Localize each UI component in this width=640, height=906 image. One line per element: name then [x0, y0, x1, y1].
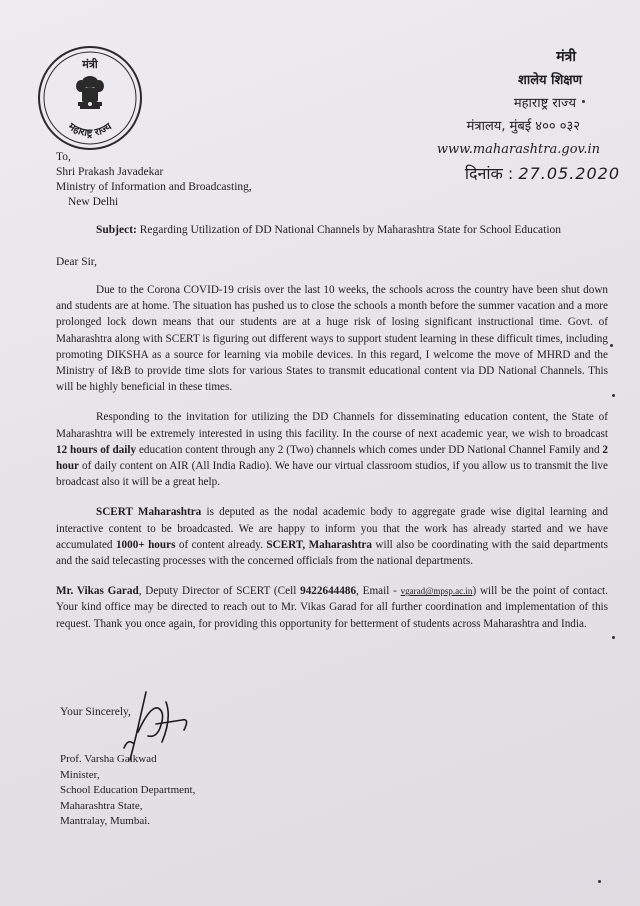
date-value: 27.05.2020 [518, 164, 620, 183]
p2-text-a: Responding to the invitation for utilizing the DD Channels for disseminating education content, the State of Maharashtra will be extremely interested in using this facility. In the course of next academic year, we wish to broadcast [56, 411, 608, 440]
signatory-name: Prof. Varsha Gaikwad [60, 753, 157, 765]
p3-text-f: will also be coordinating with the said departments and the said telecasting processes with the concerned officials from the national departments. [56, 538, 608, 568]
paragraph-1: Due to the Corona COVID-19 crisis over the last 10 weeks, the schools across the country have been shut down and students are at home. The situation has pushed us to close the schools a month before the summer vacation and a more prolonged lock down means that our students are at a huge risk of losing significant instructional time. Govt. of Maharashtra along with SCERT is figuring out different ways to support student learning in these difficult times, including promoting DIKSHA as a source for learning via mobile devices. In this regard, I welcome the move of MHRD and the Ministry of I&B to provide time slots for various States to transmit educational content via DD National Channels. This will be highly beneficial in these times. [56, 284, 608, 394]
subject-text: Regarding Utilization of DD National Channels by Maharashtra State for School Education [139, 224, 562, 236]
p2-daily-hours: 12 hours of daily [56, 443, 137, 456]
p3-text-d: of content already. [175, 538, 267, 551]
recipient-city: New Delhi [68, 196, 119, 208]
margin-mark [582, 100, 585, 103]
margin-mark [610, 344, 613, 347]
margin-mark [612, 394, 615, 397]
letterhead-website: www.maharashtra.gov.in [436, 142, 600, 157]
p3-content-hours: 1000+ hours [115, 538, 176, 551]
date-label: दिनांक : [464, 164, 514, 183]
signatory-title: Minister, [60, 768, 100, 781]
signatory-state: Maharashtra State, [60, 799, 143, 812]
paragraph-4 [56, 583, 608, 632]
salutation: Dear Sir, [56, 256, 98, 268]
letterhead-designation: मंत्री [556, 49, 576, 65]
subject-label: Subject: [96, 224, 137, 236]
letter-body [56, 282, 608, 646]
lion-capital-icon [76, 76, 104, 109]
letterhead-state: महाराष्ट्र राज्य [513, 96, 576, 111]
p3-scert: SCERT Maharashtra [96, 506, 202, 519]
date-line [465, 162, 620, 184]
p4-contact-name: Mr. Vikas Garad [56, 585, 139, 598]
p4-text-d: , Email - [356, 585, 401, 598]
letterhead-department: शालेय शिक्षण [517, 73, 582, 88]
closing: Your Sincerely, [60, 706, 131, 718]
subject-line [96, 224, 616, 236]
p3-text-b: is deputed as the nodal academic body to aggregate grade wise digital learning and interactive content to be broadcasted. We are happy to inform you that the work has already started and we have accumulated [56, 506, 608, 551]
p2-radio-hours: 2 hour [56, 443, 608, 473]
margin-mark [598, 880, 601, 883]
letterhead-address: मंत्रालय, मुंबई ४०० ०३२ [466, 119, 580, 134]
seal-bottom-text: महाराष्ट्र राज्य [66, 121, 114, 140]
seal-top-text: मंत्री [82, 58, 98, 71]
government-seal [36, 44, 144, 152]
p4-cell-number: 9422644486 [300, 585, 357, 598]
p4-text-e: ) will be the point of contact. Your kind office may be directed to reach out to Mr. Vikas Garad for all further coordination and implementation of this request. Thank you once again, for providing this opportunity for betterment of students across Maharashtra and India. [56, 585, 608, 630]
p4-email: vgarad@mpsp.ac.in [400, 586, 473, 597]
signatory-department: School Education Department, [60, 784, 196, 796]
margin-mark [612, 636, 615, 639]
svg-text:महाराष्ट्र राज्य [65, 121, 115, 139]
signatory-address: Mantralay, Mumbai. [60, 815, 151, 827]
letterhead [418, 46, 618, 161]
paragraph-3 [56, 504, 608, 569]
recipient-to: To, [56, 151, 71, 163]
paragraph-2 [56, 409, 608, 490]
p4-text-b: , Deputy Director of SCERT (Cell [138, 585, 301, 598]
p2-text-c: education content through any 2 (Two) channels which comes under DD National Channel Family and [136, 443, 603, 456]
recipient-name: Shri Prakash Javadekar [56, 166, 164, 178]
p3-scert-2: SCERT, Maharashtra [266, 538, 372, 551]
recipient-organization: Ministry of Information and Broadcasting, [56, 181, 252, 193]
recipient-block [56, 150, 252, 210]
p2-text-e: of daily content on AIR (All India Radio). We have our virtual classroom studios, if you allow us to transmit the live broadcast also it will be a great help. [56, 460, 608, 489]
signatory-block [60, 752, 195, 830]
